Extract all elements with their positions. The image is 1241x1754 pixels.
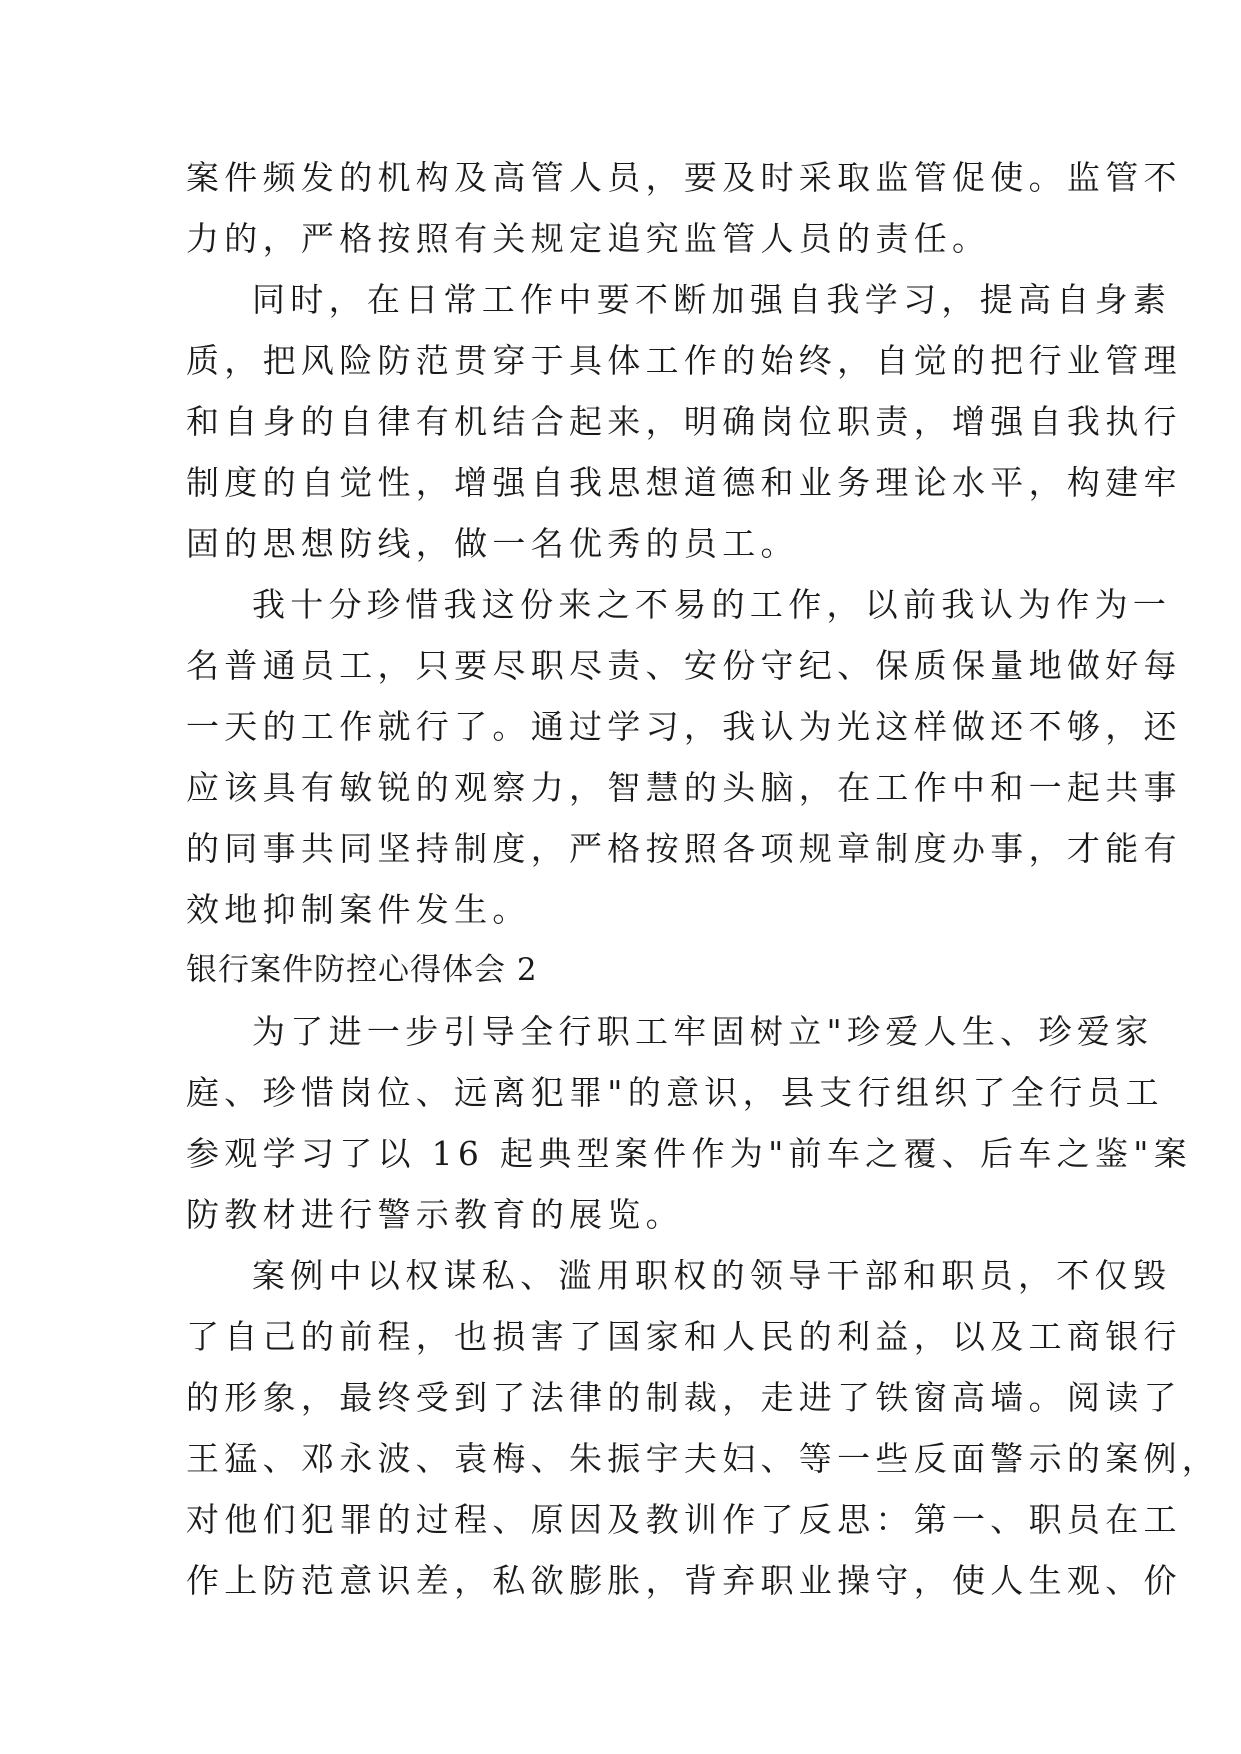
text-line: 案件频发的机构及高管人员，要及时采取监管促使。监管不 (186, 158, 1182, 197)
section-heading: 银行案件防控心得体会 2 (186, 952, 538, 988)
text-line: 一天的工作就行了。通过学习，我认为光这样做还不够，还 (186, 707, 1182, 746)
text-line: 和自身的自律有机结合起来，明确岗位职责，增强自我执行 (186, 402, 1182, 441)
paragraph-first-line: 案例中以权谋私、滥用职权的领导干部和职员，不仅毁 (252, 1256, 1172, 1295)
text-line: 参观学习了以 16 起典型案件作为"前车之覆、后车之鉴"案 (186, 1134, 1193, 1173)
text-line: 固的思想防线，做一名优秀的员工。 (186, 524, 799, 563)
text-line: 效地抑制案件发生。 (186, 890, 531, 929)
paragraph-first-line: 同时，在日常工作中要不断加强自我学习，提高自身素 (252, 280, 1172, 319)
text-line: 了自己的前程，也损害了国家和人民的利益，以及工商银行 (186, 1317, 1182, 1356)
text-line: 力的，严格按照有关规定追究监管人员的责任。 (186, 219, 991, 258)
paragraph-first-line: 我十分珍惜我这份来之不易的工作，以前我认为作为一 (252, 585, 1172, 624)
text-line: 对他们犯罪的过程、原因及教训作了反思：第一、职员在工 (186, 1500, 1182, 1539)
text-line: 的形象，最终受到了法律的制裁，走进了铁窗高墙。阅读了 (186, 1378, 1182, 1417)
text-line: 名普通员工，只要尽职尽责、安份守纪、保质保量地做好每 (186, 646, 1182, 685)
paragraph-first-line: 为了进一步引导全行职工牢固树立"珍爱人生、珍爱家 (252, 1012, 1154, 1051)
text-line: 应该具有敏锐的观察力，智慧的头脑，在工作中和一起共事 (186, 768, 1182, 807)
text-line: 制度的自觉性，增强自我思想道德和业务理论水平，构建牢 (186, 463, 1182, 502)
text-line: 质，把风险防范贯穿于具体工作的始终，自觉的把行业管理 (186, 341, 1182, 380)
text-line: 作上防范意识差，私欲膨胀，背弃职业操守，使人生观、价 (186, 1561, 1182, 1600)
text-line: 的同事共同坚持制度，严格按照各项规章制度办事，才能有 (186, 829, 1182, 868)
text-line: 王猛、邓永波、袁梅、朱振宇夫妇、等一些反面警示的案例， (186, 1439, 1221, 1478)
text-line: 庭、珍惜岗位、远离犯罪"的意识，县支行组织了全行员工 (186, 1073, 1164, 1112)
text-line: 防教材进行警示教育的展览。 (186, 1195, 684, 1234)
document-page (186, 147, 1221, 1611)
